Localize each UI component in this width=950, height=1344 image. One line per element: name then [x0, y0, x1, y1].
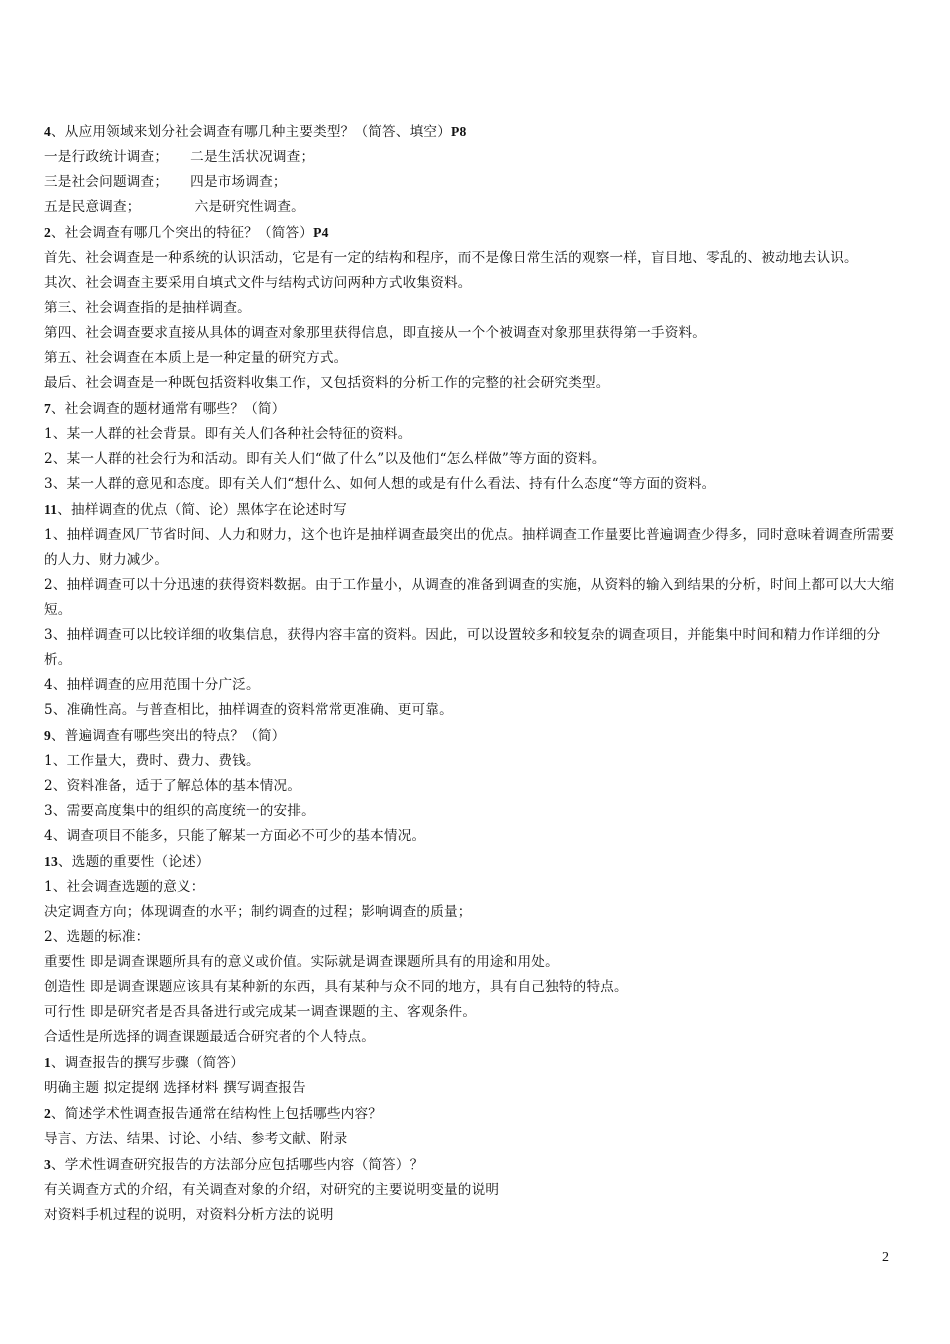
heading-number: 4	[44, 124, 51, 139]
section-heading	[44, 497, 906, 523]
heading-text: 、简述学术性调查报告通常在结构性上包括哪些内容？	[51, 1106, 383, 1122]
page-reference: P8	[451, 124, 467, 139]
text-paragraph: 2、抽样调查可以十分迅速的获得资料数据。由于工作量小，从调查的准备到调查的实施，从资料的输入到结果的分析，时间上都可以大大缩短。	[44, 577, 895, 618]
heading-number: 9	[44, 728, 51, 743]
text-line	[44, 170, 906, 195]
text-item: 三是社会问题调查；	[44, 174, 169, 190]
text-line: 合适性是所选择的调查课题最适合研究者的个人特点。	[44, 1029, 376, 1045]
page-number: 2	[882, 1250, 889, 1265]
text-line	[44, 195, 906, 220]
text-item: 一是行政统计调查；	[44, 149, 169, 165]
heading-text: 、普遍调查有哪些突出的特点？（简）	[51, 728, 286, 744]
section-heading	[44, 1050, 906, 1076]
text-line: 有关调查方式的介绍，有关调查对象的介绍，对研究的主要说明变量的说明	[44, 1182, 500, 1198]
page-reference: P4	[313, 225, 329, 240]
text-line	[44, 145, 906, 170]
text-item: 四是市场调查；	[190, 174, 287, 190]
heading-number: 7	[44, 401, 51, 416]
text-line: 1、工作量大，费时、费力、费钱。	[44, 753, 260, 769]
heading-number: 1	[44, 1055, 51, 1070]
section-heading	[44, 396, 906, 422]
text-line: 第四、社会调查要求直接从具体的调查对象那里获得信息，即直接从一个个被调查对象那里获得第一手资料。	[44, 325, 707, 341]
text-line: 其次、社会调查主要采用自填式文件与结构式访问两种方式收集资料。	[44, 275, 472, 291]
text-line: 决定调查方向；体现调查的水平；制约调查的过程；影响调查的质量；	[44, 904, 472, 920]
text-paragraph: 1、抽样调查风厂节省时间、人力和财力，这个也许是抽样调查最突出的优点。抽样调查工作量要比普遍调查少得多，同时意味着调查所需要的人力、财力减少。	[44, 527, 895, 568]
text-line: 首先、社会调查是一种系统的认识活动，它是有一定的结构和程序，而不是像日常生活的观察一样，盲目地、零乱的、被动地去认识。	[44, 250, 858, 266]
text-line: 1、某一人群的社会背景。即有关人们各种社会特征的资料。	[44, 426, 412, 442]
text-line: 可行性 即是研究者是否具备进行或完成某一调查课题的主、客观条件。	[44, 1004, 477, 1020]
text-line: 对资料手机过程的说明，对资料分析方法的说明	[44, 1207, 334, 1223]
heading-number: 2	[44, 1106, 51, 1121]
heading-number: 3	[44, 1157, 51, 1172]
text-item: 五是民意调查；	[44, 199, 141, 215]
section-heading	[44, 849, 906, 875]
text-line: 第三、社会调查指的是抽样调查。	[44, 300, 251, 316]
document-content	[44, 119, 906, 1228]
text-line: 3、需要高度集中的组织的高度统一的安排。	[44, 803, 315, 819]
heading-text: 、社会调查有哪几个突出的特征？（简答）	[51, 225, 314, 241]
section-heading	[44, 220, 906, 246]
heading-text: 、社会调查的题材通常有哪些？（简）	[51, 401, 286, 417]
text-line: 2、某一人群的社会行为和活动。即有关人们“做了什么”以及他们“怎么样做”等方面的资料。	[44, 451, 606, 467]
heading-text: 、从应用领域来划分社会调查有哪几种主要类型？（简答、填空）	[51, 124, 452, 140]
text-line: 创造性 即是调查课题应该具有某种新的东西，具有某种与众不同的地方，具有自己独特的特点。	[44, 979, 628, 995]
heading-text: 、抽样调查的优点（简、论）黑体字在论述时写	[57, 502, 347, 518]
text-item: 六是研究性调查。	[194, 199, 305, 215]
text-line: 最后、社会调查是一种既包括资料收集工作，又包括资料的分析工作的完整的社会研究类型。	[44, 375, 610, 391]
text-line: 第五、社会调查在本质上是一种定量的研究方式。	[44, 350, 348, 366]
heading-text: 、选题的重要性（论述）	[58, 854, 210, 870]
text-line: 4、抽样调查的应用范围十分广泛。	[44, 677, 260, 693]
section-heading	[44, 1152, 906, 1178]
heading-text: 、调查报告的撰写步骤（简答）	[51, 1055, 245, 1071]
text-line: 5、准确性高。与普查相比，抽样调查的资料常常更准确、更可靠。	[44, 702, 453, 718]
text-line: 1、社会调查选题的意义：	[44, 879, 205, 895]
text-line: 2、选题的标准：	[44, 929, 150, 945]
text-line: 导言、方法、结果、讨论、小结、参考文献、附录	[44, 1131, 348, 1147]
heading-number: 2	[44, 225, 51, 240]
heading-text: 、学术性调查研究报告的方法部分应包括哪些内容（简答）？	[51, 1157, 424, 1173]
text-line: 重要性 即是调查课题所具有的意义或价值。实际就是调查课题所具有的用途和用处。	[44, 954, 559, 970]
text-line: 2、资料准备，适于了解总体的基本情况。	[44, 778, 302, 794]
section-heading	[44, 119, 906, 145]
heading-number: 11	[44, 502, 58, 517]
section-heading	[44, 1101, 906, 1127]
text-line: 4、调查项目不能多，只能了解某一方面必不可少的基本情况。	[44, 828, 426, 844]
section-heading	[44, 723, 906, 749]
text-paragraph: 3、抽样调查可以比较详细的收集信息，获得内容丰富的资料。因此，可以设置较多和较复杂的调查项目，并能集中时间和精力作详细的分析。	[44, 627, 881, 668]
text-item: 二是生活状况调查；	[190, 149, 315, 165]
text-line: 3、某一人群的意见和态度。即有关人们“想什么、如何人想的或是有什么看法、持有什么态度“等方面的资料。	[44, 476, 716, 492]
heading-number: 13	[44, 854, 58, 869]
text-line: 明确主题 拟定提纲 选择材料 撰写调查报告	[44, 1080, 306, 1096]
